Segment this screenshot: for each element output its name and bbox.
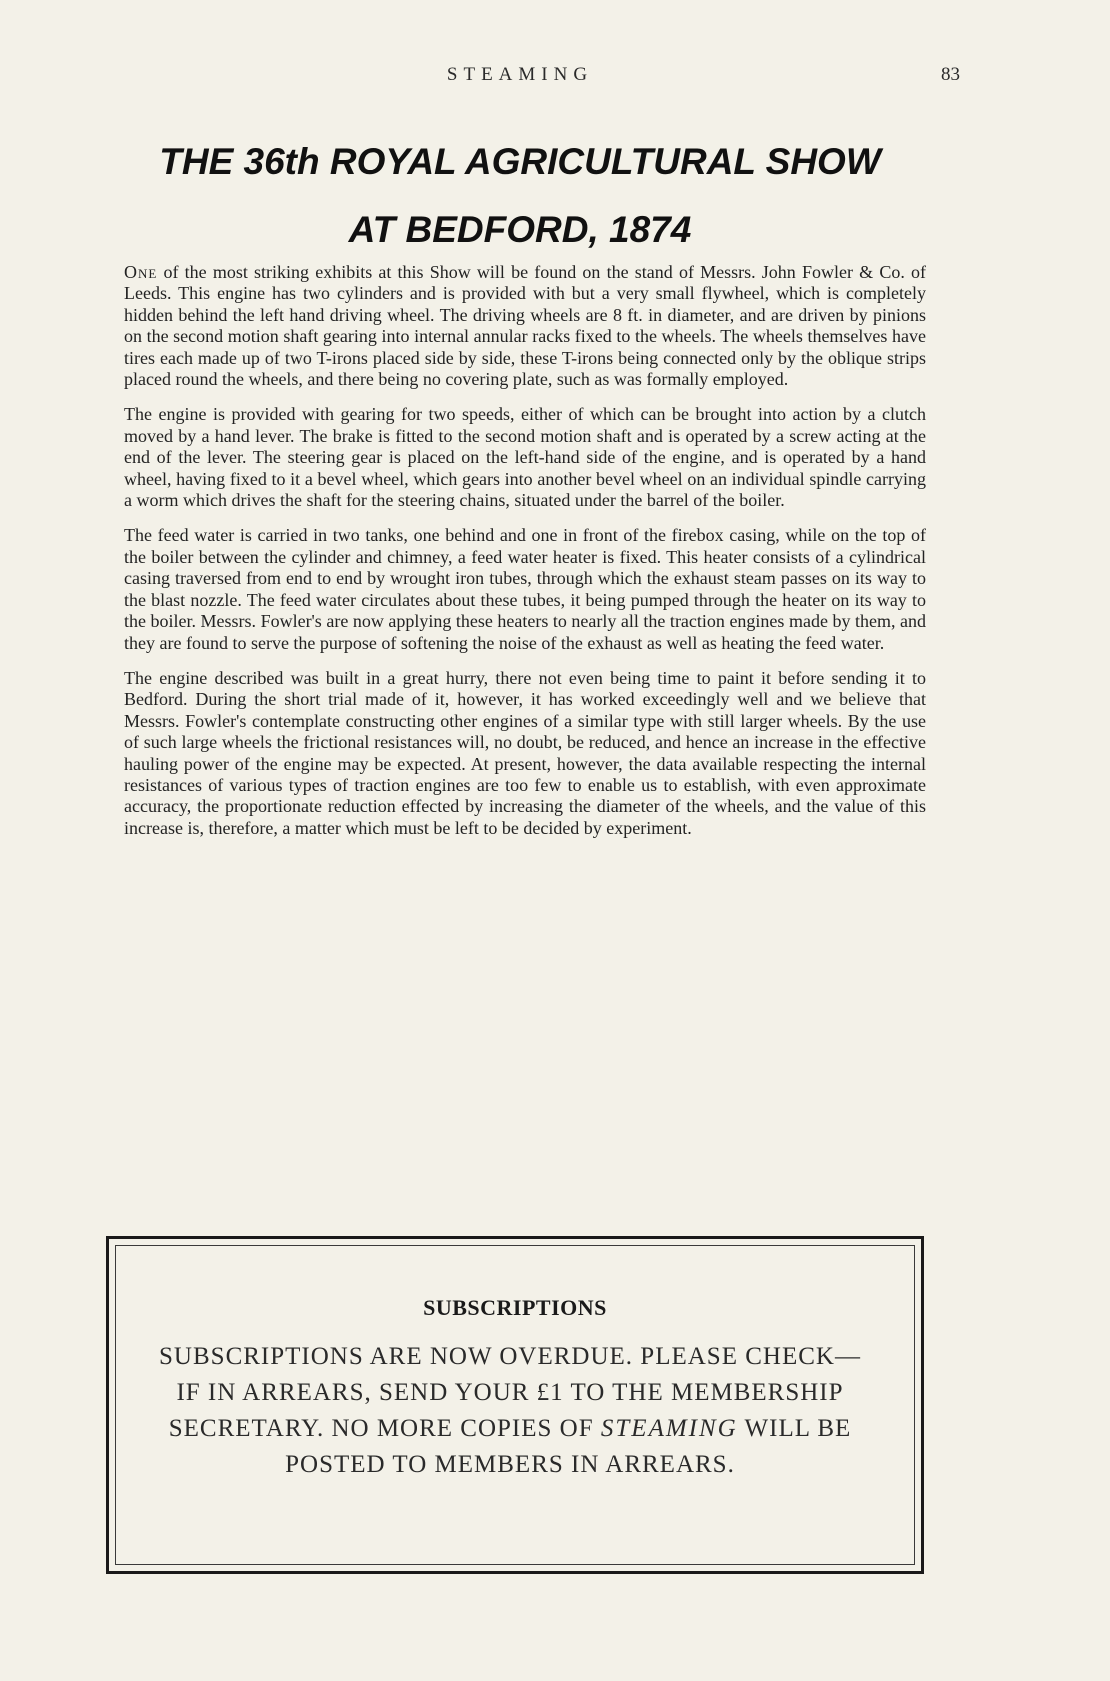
running-title: STEAMING	[446, 64, 594, 85]
lead-word: One	[124, 262, 158, 282]
notice-text-before: SUBSCRIPTIONS ARE NOW OVERDUE. PLEASE CHECK—IF IN ARREARS, SEND YOUR £1 TO THE MEMBERSHIP SECRETARY. NO MORE COPIES OF	[159, 1343, 861, 1442]
page-number: 83	[941, 64, 960, 85]
notice-text	[149, 1339, 871, 1483]
article-paragraph-4: The engine described was built in a great hurry, there not even being time to paint it before sending it to Bedford. During the short trial made of it, however, it has worked exceedingly well and we believe that Messrs. Fowler's contemplate constructing other engines of a similar type with still larger wheels. By the use of such large wheels the frictional resistances will, no doubt, be reduced, and hence an increase in the effective hauling power of the engine may be expected. At present, however, the data available respecting the internal resistances of various types of traction engines are too few to enable us to establish, with even approximate accuracy, the proportionate reduction effected by increasing the diameter of the wheels, and the value of this increase is, therefore, a matter which must be left to be decided by experiment.	[124, 667, 926, 838]
subscriptions-notice-box	[106, 1236, 924, 1574]
article-title-line-1: THE 36th ROYAL AGRICULTURAL SHOW	[159, 141, 881, 182]
article-paragraph-2: The engine is provided with gearing for two speeds, either of which can be brought into action by a clutch moved by a hand lever. The brake is fitted to the second motion shaft and is operated by a screw acting at the end of the lever. The steering gear is placed on the left-hand side of the engine, and is operated by a hand wheel, having fixed to it a bevel wheel, which gears into another bevel wheel on an individual spindle carrying a worm which drives the shaft for the steering chains, situated under the barrel of the boiler.	[124, 404, 926, 511]
article-paragraph-1	[124, 262, 926, 390]
article-paragraph-3: The feed water is carried in two tanks, one behind and one in front of the firebox casing, while on the top of the boiler between the cylinder and chimney, a feed water heater is fixed. This heater consists of a cylindrical casing traversed from end to end by wrought iron tubes, through which the exhaust steam passes on its way to the blast nozzle. The feed water circulates about these tubes, it being pumped through the heater on its way to the boiler. Messrs. Fowler's are now applying these heaters to nearly all the traction engines made by them, and they are found to serve the purpose of softening the noise of the exhaust as well as heating the feed water.	[124, 525, 926, 653]
notice-text-after: WILL BE POSTED TO MEMBERS IN ARREARS.	[285, 1415, 852, 1478]
article-title-line-2: AT BEDFORD, 1874	[348, 209, 692, 250]
running-head	[0, 64, 1110, 94]
notice-heading: SUBSCRIPTIONS	[423, 1295, 607, 1320]
notice-magazine-name: STEAMING	[600, 1415, 738, 1442]
article-title	[100, 128, 940, 264]
paragraph-1-text: of the most striking exhibits at this Show will be found on the stand of Messrs. John Fowler & Co. of Leeds. This engine has two cylinders and is provided with but a very small flywheel, which is completely hidden behind the left hand driving wheel. The driving wheels are 8 ft. in diameter, and are driven by pinions on the second motion shaft gearing into internal annular racks fixed to the wheels. The wheels themselves have tires each made up of two T-irons placed side by side, these T-irons being connected only by the oblique strips placed round the wheels, and there being no covering plate, such as was formally employed.	[124, 262, 926, 390]
article-body	[124, 262, 926, 853]
